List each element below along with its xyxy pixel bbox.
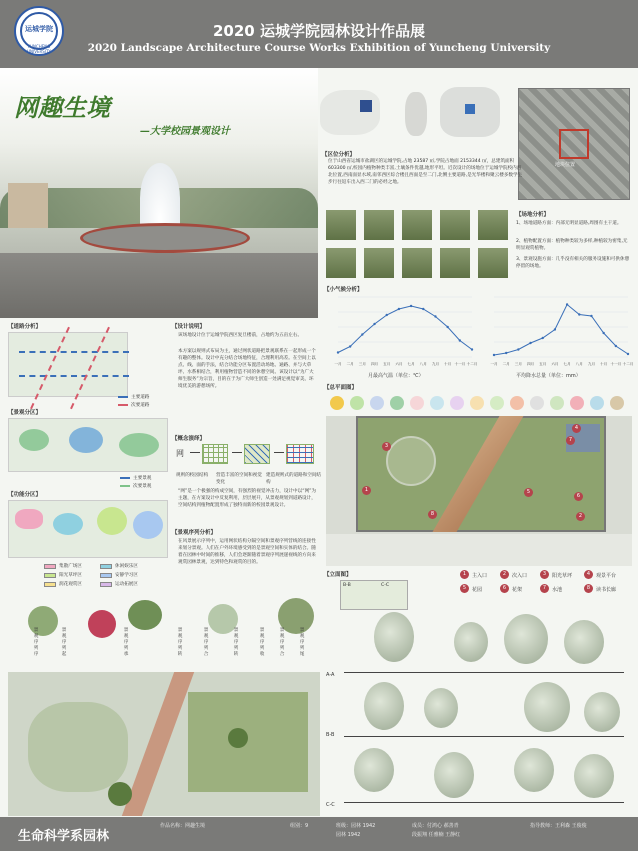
concept-diagram [176, 444, 320, 470]
road-main-legend: 主要道路 [118, 394, 149, 400]
section-c-label: C-C [326, 802, 335, 808]
footer-class1: 班级：园林 1942 [336, 823, 376, 829]
poster-subtitle: —大学校园景观设计 [140, 126, 230, 137]
plan-label-7: 7 [566, 436, 575, 445]
rain-tick-label: 六月 [551, 362, 559, 366]
footer-class2: 园林 1942 [336, 832, 361, 838]
func-zone-4: 安静学习区 [100, 572, 138, 578]
site-text: 位于山西省运城市盐湖区的运城学院,占地 23587 ㎡,学院占地面 2153344 ㎡，总建筑面积 603300 ㎡,校园内植物种类丰富,土壤条件优越,地形平坦。近次设计的场地位于运城学院校内西北位置,西南面显水域,南邻西区综合楼且西面是至二门,北侧主要道路,是光华楼和聚云楼多数学生步行往返车出入西二门的必经之地。 [328, 159, 523, 185]
rain-tick-label: 八月 [575, 362, 583, 366]
road-diagram [8, 332, 128, 397]
view-diagram [8, 418, 168, 472]
seq-label-2: 景观序列起 [61, 628, 67, 657]
site-photos [326, 210, 516, 282]
section-b [324, 682, 634, 748]
analysis-item-1: 1、场地道路方面：内部无明显道路,周围有主干道。 [516, 221, 622, 226]
plan-label-5: 5 [524, 488, 533, 497]
temp-tick-label: 十一月 [454, 362, 466, 366]
temp-grid [338, 297, 472, 357]
concept-title: 【概念演绎】 [172, 436, 206, 442]
func-diagram [8, 500, 168, 558]
rain-point [602, 332, 604, 334]
design-title: 【设计说明】 [172, 324, 206, 330]
temp-tick-label: 十二月 [466, 362, 478, 366]
seq-label-1: 景观序列序 [33, 628, 39, 657]
rain-caption: 平均降水总量（单位：mm） [516, 373, 581, 379]
rain-point [542, 337, 544, 339]
temp-line [338, 306, 472, 353]
site-title: 【区位分析】 [322, 152, 356, 158]
rain-tick-label: 五月 [539, 362, 547, 366]
rain-grid [494, 297, 628, 357]
temp-point [361, 333, 363, 335]
func-title: 【功能分区】 [8, 492, 42, 498]
rain-chart [482, 293, 632, 371]
climate-panel [326, 293, 632, 381]
university-logo: 运城学院 YUNCHENG UNIVERSITY [14, 6, 64, 56]
concept-net-label: 网 [176, 449, 184, 458]
seq-label-7: 景观序列收 [259, 628, 265, 657]
plan-label-6: 6 [574, 492, 583, 501]
footer-members1: 成员：付鸿心 郝善青 [412, 823, 459, 829]
elev-mini-map: B-B C-C [340, 580, 408, 610]
view-title: 【景观分区】 [8, 410, 42, 416]
rain-tick-label: 十月 [600, 362, 608, 366]
plan-label-1: 1 [362, 486, 371, 495]
temp-tick-label: 三月 [358, 362, 366, 366]
rain-point [566, 303, 568, 305]
concept-cap1: 规则的校园结构 [176, 473, 209, 478]
satellite-map [518, 88, 630, 200]
rain-point [554, 328, 556, 330]
temperature-chart [326, 293, 476, 371]
rain-point [590, 315, 592, 317]
rain-point [627, 353, 629, 355]
rain-tick-label: 一月 [490, 362, 498, 366]
rain-tick-label: 二月 [502, 362, 510, 366]
header-bar [0, 0, 638, 68]
rain-point [615, 345, 617, 347]
analysis-item-3: 3、景观设施方面：几乎没有相关的服务设施和可供休憩停留的场地。 [516, 257, 630, 269]
footer-bar [0, 817, 638, 851]
temp-point [349, 345, 351, 347]
climate-title: 【小气候分析】 [324, 287, 363, 293]
concept-text: “网”是一个极强的构成空间，有强烈的视觉冲击力，设计中以“网”为主题，在方案设计中反复利用，层层展开，从景观规划到道路设计，空间结构到植物配置形成了独特而新的校园景观设计。 [178, 489, 317, 508]
rain-point [505, 352, 507, 354]
temp-point [459, 339, 461, 341]
temp-tick-label: 八月 [419, 362, 427, 366]
func-zone-6: 运动拓展区 [100, 581, 138, 587]
func-zone-1: 集散广场区 [44, 563, 82, 569]
temp-point [471, 348, 473, 350]
plan-label-4: 4 [572, 424, 581, 433]
section-a-label: A-A [326, 672, 335, 678]
rain-tick-label: 九月 [587, 362, 596, 366]
road-title: 【道路分析】 [8, 324, 42, 330]
func-zone-5: 润花观赏区 [44, 581, 82, 587]
rain-tick-label: 十二月 [622, 362, 634, 366]
location-maps [320, 82, 510, 142]
temp-point [337, 351, 339, 353]
temp-point [422, 308, 424, 310]
temp-point [373, 323, 375, 325]
temp-tick-label: 五月 [383, 362, 391, 366]
seq-label-6: 景观序列转 [233, 628, 239, 657]
seq-label-9: 景观序列尾 [299, 628, 305, 657]
rain-tick-label: 四月 [526, 362, 535, 366]
rain-point [493, 354, 495, 356]
temp-tick-label: 十月 [444, 362, 452, 366]
design-p1: 该场地设计位于运城学院西区复旦楼前，占地约为五亩左右。 [178, 333, 303, 338]
temp-point [410, 305, 412, 307]
footer-advisor: 指导教师：王利森 王俊俊 [530, 823, 587, 829]
plan-label-8: 8 [428, 510, 437, 519]
footer-grade: 组别：9 [290, 823, 309, 829]
rain-tick-label: 三月 [514, 362, 522, 366]
footer-dept: 生命科学系园林 [18, 829, 110, 844]
concept-cap3: 建造规则式的道路和空间结构 [266, 473, 322, 485]
plan-label-2: 2 [576, 512, 585, 521]
temp-tick-label: 七月 [407, 362, 415, 366]
plan-icons [330, 396, 630, 412]
seq-label-4: 景观序列转 [177, 628, 183, 657]
temp-point [446, 326, 448, 328]
rain-tick-label: 七月 [563, 362, 571, 366]
road-sub-legend: 次要道路 [118, 402, 149, 408]
poster-title: 网趣生境 [14, 93, 110, 122]
elev-title: 【立面图】 [324, 572, 352, 578]
section-a [324, 612, 634, 682]
temp-point [434, 315, 436, 317]
func-zone-2: 休闲娱乐区 [100, 563, 138, 569]
temp-point [386, 314, 388, 316]
temp-tick-label: 一月 [334, 362, 342, 366]
plan-label-3: 3 [382, 442, 391, 451]
concept-cap2: 营造丰富的空间和视觉变化 [216, 473, 262, 485]
section-c [324, 748, 634, 816]
temp-tick-label: 九月 [431, 362, 440, 366]
analysis-title: 【场地分析】 [516, 212, 550, 218]
plan-legend: 1 主入口 2 次入口 3 阳光草坪 4 观景平台 5 花园 6 花架 7 水池 8 读书长廊 [460, 570, 630, 600]
rain-tick-label: 十一月 [610, 362, 622, 366]
design-p2: 本方案以规则式布局为主，通过网状道路把景观联系在一起形成一个有趣的整体。设计中充分结合场地特征，合理利用高差。在空间上以点、线、面的手法，结合功能分区布置活动场地、通路、并与大草坪、水系相结合，利用植物营造不同的休憩空间。该设计以“为广大师生服务”为宗旨，目的在于为广大师生创造一处满足视觉审美、环境优美的游憩场所。 [178, 349, 316, 389]
seq-label-5: 景观序列合 [203, 628, 209, 657]
rain-point [517, 348, 519, 350]
rain-point [578, 313, 580, 315]
footer-work: 作品名称：网趣生境 [160, 823, 206, 829]
sequence-text: 在风景展示序列中，运用网状结构分隔空间和景观序列营线的连接性来划分景观。人们在户外环境感受到的是景观空间和实体的结合。随着在园林中时间的推移，人们会逐渐随着景观序列展递视线的方向来观赏园林景观，达到特色和观赏的目的。 [178, 539, 316, 565]
exhibition-title: 2020 运城学院园林设计作品展 [213, 22, 425, 40]
sequence-photos [8, 596, 318, 646]
place-label: 地块位置 [555, 162, 576, 168]
temp-tick-label: 六月 [395, 362, 403, 366]
temp-point [398, 308, 400, 310]
footer-members2: 段振翔 任雅楠 王静红 [412, 832, 461, 838]
section-b-label: B-B [326, 732, 335, 738]
analysis-item-2: 2、植物配置方面：植物种类较为多样,种植较为密集,无明显观赏植物。 [516, 239, 628, 251]
view-sub-legend: 次要景观 [120, 483, 151, 489]
sequence-plan [8, 672, 320, 816]
seq-label-3: 景观序列承 [123, 628, 129, 657]
view-main-legend: 主要景观 [120, 475, 151, 481]
temp-caption: 月最高气温（单位：℃） [368, 373, 424, 379]
func-zone-3: 阳光草坪区 [44, 572, 82, 578]
seq-label-8: 景观序列合 [279, 628, 285, 657]
temp-tick-label: 二月 [346, 362, 354, 366]
master-plan [326, 416, 632, 566]
plan-title: 【总平面图】 [324, 385, 358, 391]
rain-point [529, 342, 531, 344]
sequence-title: 【景观序列分析】 [172, 530, 217, 536]
exhibition-subtitle: 2020 Landscape Architecture Course Works Exhibition of Yuncheng University [87, 42, 551, 54]
temp-tick-label: 四月 [370, 362, 379, 366]
